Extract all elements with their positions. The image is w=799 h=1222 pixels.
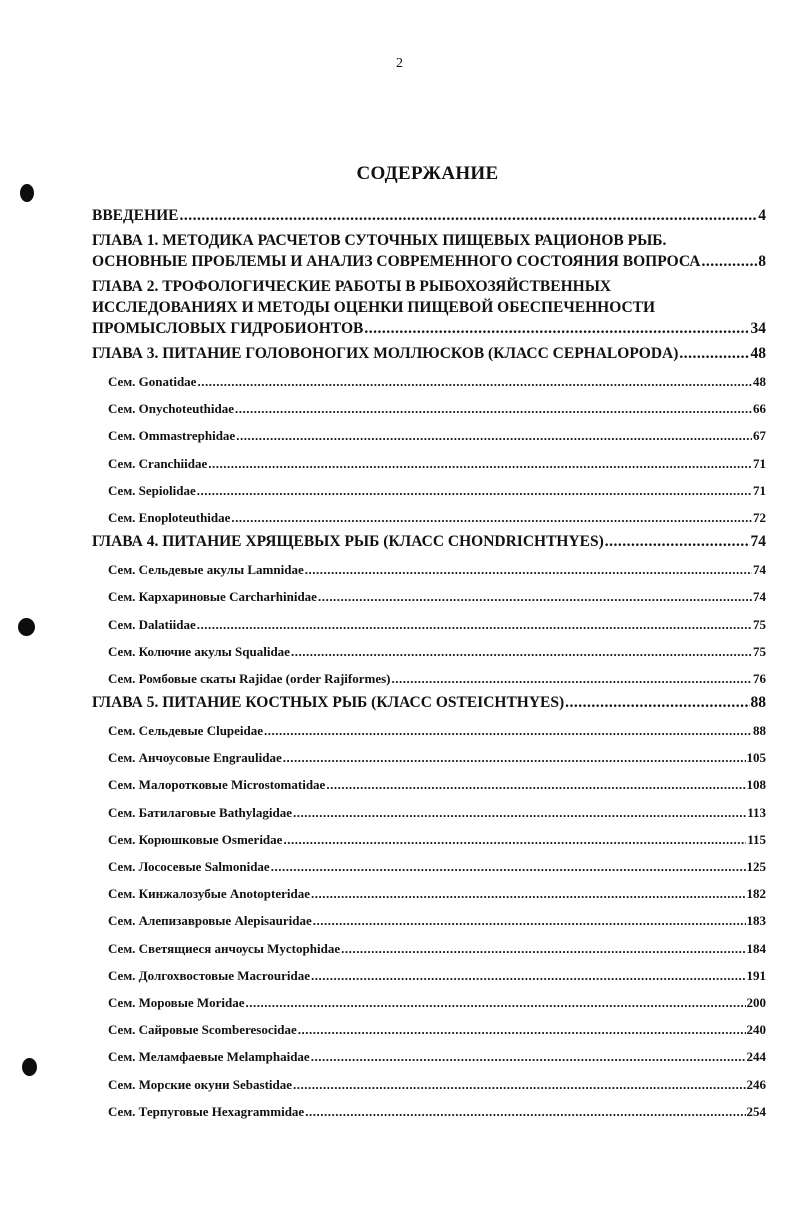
toc-dot-leader	[231, 504, 752, 531]
toc-page-number: 183	[746, 913, 766, 929]
toc-chapter	[92, 230, 766, 276]
toc-dot-leader	[179, 205, 757, 226]
toc-dot-leader	[197, 477, 752, 504]
toc-dot-leader	[283, 826, 746, 853]
toc-entry-title: Сем. Сайровые Scomberesocidae	[108, 1022, 297, 1038]
toc-page-number: 246	[746, 1076, 766, 1092]
toc-chapter	[92, 692, 766, 717]
toc-chapter-line: ИССЛЕДОВАНИЯХ И МЕТОДЫ ОЦЕНКИ ПИЩЕВОЙ ОБЕСПЕЧЕННОСТИ	[92, 299, 656, 316]
toc-entry-title: Сем. Gonatidae	[108, 374, 197, 389]
toc-entry-title: Сем. Кинжалозубые Anotopteridae	[108, 886, 311, 902]
toc-family-entry	[92, 989, 766, 1016]
toc-dot-leader	[565, 692, 749, 713]
toc-entry-title: Сем. Enoploteuthidae	[108, 509, 231, 525]
toc-chapter	[92, 531, 766, 556]
toc-family-entry	[92, 504, 766, 531]
toc-entry-title: Сем. Лососевые Salmonidae	[108, 859, 270, 874]
toc-dot-leader	[326, 771, 745, 798]
toc-family-entry	[92, 744, 766, 771]
toc-family-entry	[92, 826, 766, 853]
toc-family-entry	[92, 717, 766, 744]
toc-dot-leader	[291, 638, 752, 665]
toc-family-entry	[92, 477, 766, 504]
toc-page-number: 254	[746, 1103, 766, 1119]
toc-entry-title: Сем. Ромбовые скаты Rajidae (order Rajiformes)	[108, 670, 391, 686]
toc-entry-title: Сем. Корюшковые Osmeridae	[108, 831, 283, 847]
scan-mark-bottom	[22, 1058, 37, 1076]
toc-page-number: 48	[750, 345, 766, 362]
toc-page-number: 75	[753, 643, 766, 659]
toc-family-entry	[92, 771, 766, 798]
toc-page-number: 88	[753, 723, 766, 739]
toc-family-entry	[92, 1016, 766, 1043]
page-number: 2	[396, 56, 403, 71]
toc-dot-leader	[679, 343, 749, 364]
toc-chapter	[92, 205, 766, 230]
toc-dot-leader	[236, 422, 752, 449]
toc-dot-leader	[208, 450, 752, 477]
toc-dot-leader	[701, 251, 757, 272]
toc-entry-title: Сем. Sepiolidae	[108, 482, 196, 498]
toc-dot-leader	[197, 611, 752, 638]
toc-page-number: 74	[753, 562, 766, 578]
toc-family-entry	[92, 907, 766, 934]
table-of-contents	[92, 205, 766, 1125]
toc-page-number: 125	[746, 859, 766, 874]
toc-family-entry	[92, 638, 766, 665]
toc-dot-leader	[391, 665, 752, 692]
toc-page-number: 74	[750, 533, 766, 551]
toc-entry-title: Сем. Dalatiidae	[108, 616, 196, 632]
toc-entry-title: ГЛАВА 4. ПИТАНИЕ ХРЯЩЕВЫХ РЫБ (КЛАСС CHONDRICHTHYES)	[92, 533, 604, 551]
toc-family-entry	[92, 962, 766, 989]
toc-page-number: 71	[753, 482, 766, 498]
toc-chapter	[92, 276, 766, 343]
toc-page-number: 34	[750, 320, 766, 337]
scan-mark-middle	[18, 618, 35, 636]
toc-dot-leader	[364, 318, 749, 339]
toc-dot-leader	[298, 1016, 746, 1043]
toc-entry-title: Сем. Колючие акулы Squalidae	[108, 643, 290, 659]
toc-family-entry	[92, 583, 766, 610]
toc-page-number: 72	[753, 509, 766, 525]
toc-family-entry	[92, 799, 766, 826]
toc-family-entry	[92, 1071, 766, 1098]
toc-entry-title: Сем. Алепизавровые Alepisauridae	[108, 913, 312, 929]
toc-family-entry	[92, 395, 766, 422]
toc-family-entry	[92, 422, 766, 449]
toc-page-number: 108	[746, 777, 766, 793]
toc-family-entry	[92, 368, 766, 395]
toc-page-number: 113	[747, 804, 766, 820]
toc-entry-title: Сем. Onychoteuthidae	[108, 401, 235, 417]
toc-family-entry	[92, 853, 766, 880]
toc-entry-title: Сем. Сельдевые Clupeidae	[108, 723, 264, 739]
toc-entry-title: Сем. Меламфаевые Melamphaidae	[108, 1049, 310, 1065]
toc-chapter	[92, 343, 766, 368]
toc-page-number: 48	[753, 374, 766, 389]
toc-dot-leader	[311, 1043, 746, 1070]
toc-entry-title: Сем. Светящиеся анчоусы Myctophidae	[108, 940, 341, 956]
toc-entry-title: Сем. Cranchiidae	[108, 455, 208, 471]
toc-dot-leader	[311, 962, 746, 989]
toc-entry-title: Сем. Ommastrephidae	[108, 428, 236, 444]
toc-family-entry	[92, 1098, 766, 1125]
toc-chapter-line: ГЛАВА 1. МЕТОДИКА РАСЧЕТОВ СУТОЧНЫХ ПИЩЕВЫХ РАЦИОНОВ РЫБ.	[92, 232, 667, 249]
toc-page-number: 182	[746, 886, 766, 902]
toc-family-entry	[92, 880, 766, 907]
toc-dot-leader	[313, 907, 746, 934]
toc-page-number: 115	[747, 831, 766, 847]
toc-entry-title: ГЛАВА 3. ПИТАНИЕ ГОЛОВОНОГИХ МОЛЛЮСКОВ (КЛАСС CEPHALOPODA)	[92, 345, 679, 362]
toc-entry-title: Сем. Долгохвостовые Macrouridae	[108, 967, 310, 983]
toc-page-number: 8	[758, 253, 766, 270]
toc-entry-title: ГЛАВА 5. ПИТАНИЕ КОСТНЫХ РЫБ (КЛАСС OSTEICHTHYES)	[92, 694, 565, 712]
toc-dot-leader	[605, 531, 750, 552]
toc-dot-leader	[293, 1071, 745, 1098]
toc-family-entry	[92, 450, 766, 477]
toc-entry-title: Сем. Терпуговые Hexagrammidae	[108, 1103, 305, 1119]
toc-page-number: 74	[753, 589, 766, 605]
toc-page-number: 71	[753, 455, 766, 471]
toc-chapter-line: ГЛАВА 2. ТРОФОЛОГИЧЕСКИЕ РАБОТЫ В РЫБОХОЗЯЙСТВЕННЫХ	[92, 278, 612, 295]
toc-page-number: 66	[753, 401, 766, 417]
toc-page-number: 67	[753, 428, 766, 444]
toc-page-number: 75	[753, 616, 766, 632]
toc-entry-title: Сем. Малоротковые Microstomatidae	[108, 777, 326, 793]
toc-page-number: 4	[758, 207, 766, 224]
page-title: СОДЕРЖАНИЕ	[356, 163, 499, 184]
toc-entry-title: Сем. Батилаговые Bathylagidae	[108, 804, 292, 820]
toc-family-entry	[92, 935, 766, 962]
toc-entry-title: ПРОМЫСЛОВЫХ ГИДРОБИОНТОВ	[92, 320, 364, 337]
toc-entry-title: ОСНОВНЫЕ ПРОБЛЕМЫ И АНАЛИЗ СОВРЕМЕННОГО СОСТОЯНИЯ ВОПРОСА	[92, 253, 701, 270]
toc-dot-leader	[197, 368, 752, 395]
toc-entry-title: ВВЕДЕНИЕ	[92, 207, 179, 224]
toc-page-number: 184	[746, 940, 766, 956]
toc-dot-leader	[305, 1098, 745, 1125]
toc-entry-title: Сем. Морские окуни Sebastidae	[108, 1076, 293, 1092]
toc-entry-title: Сем. Кархариновые Carcharhinidae	[108, 589, 317, 605]
toc-dot-leader	[341, 935, 745, 962]
toc-page-number: 88	[750, 694, 766, 712]
toc-dot-leader	[271, 853, 746, 880]
toc-family-entry	[92, 1043, 766, 1070]
toc-entry-title: Сем. Анчоусовые Engraulidae	[108, 750, 282, 766]
toc-entry-title: Сем. Моровые Moridae	[108, 994, 245, 1010]
toc-dot-leader	[305, 556, 752, 583]
toc-page-number: 191	[746, 967, 766, 983]
toc-family-entry	[92, 611, 766, 638]
toc-dot-leader	[264, 717, 752, 744]
toc-entry-title: Сем. Сельдевые акулы Lamnidae	[108, 562, 304, 578]
scan-mark-top	[20, 184, 34, 202]
toc-family-entry	[92, 556, 766, 583]
toc-page-number: 200	[746, 994, 766, 1010]
toc-page-number: 105	[746, 750, 766, 766]
toc-dot-leader	[235, 395, 752, 422]
toc-dot-leader	[283, 744, 746, 771]
toc-dot-leader	[246, 989, 746, 1016]
toc-dot-leader	[318, 583, 752, 610]
toc-dot-leader	[311, 880, 745, 907]
toc-dot-leader	[293, 799, 746, 826]
toc-page-number: 240	[746, 1022, 766, 1038]
toc-page-number: 244	[746, 1049, 766, 1065]
toc-family-entry	[92, 665, 766, 692]
toc-page-number: 76	[753, 670, 766, 686]
